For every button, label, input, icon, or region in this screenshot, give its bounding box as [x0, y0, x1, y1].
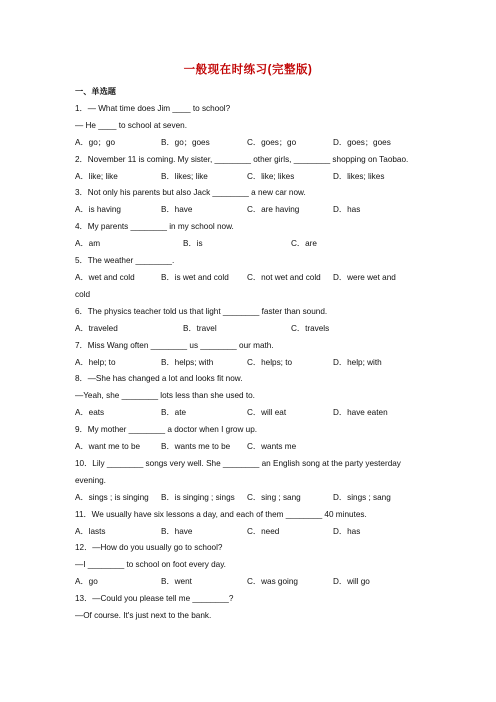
option-c: C．wants me — [247, 442, 297, 452]
question-7-stem: 7．Miss Wang often ________ us ________ our math. — [75, 340, 274, 350]
option-a: A．sings ; is singing — [75, 492, 149, 502]
question-5-option-continuation: cold — [75, 289, 91, 299]
question-6-options — [75, 321, 420, 338]
option-a: A．want me to be — [75, 442, 141, 452]
option-b: B．go；goes — [161, 137, 210, 147]
question-12-stem: 12．—How do you usually go to school? — [75, 543, 223, 553]
option-b: B．ate — [161, 408, 187, 418]
option-c: C．are — [291, 239, 317, 249]
option-b: B．is — [183, 239, 203, 249]
question-9-options — [75, 439, 420, 456]
option-b: B．went — [161, 577, 192, 587]
question-2-stem: 2．November 11 is coming. My sister, ________ other girls, ________ shopping on Taobao. — [75, 154, 409, 164]
question-13-stem: 13．—Could you please tell me ________? — [75, 594, 234, 604]
option-c: C．not wet and cold — [247, 272, 321, 282]
question-6-stem: 6．The physics teacher told us that light ________ faster than sound. — [75, 306, 328, 316]
option-d: D．were wet and — [333, 272, 396, 282]
option-c: C．helps; to — [247, 357, 293, 367]
exercise-content — [75, 84, 420, 625]
question-10-options — [75, 490, 420, 507]
question-4-stem: 4．My parents ________ in my school now. — [75, 222, 234, 232]
option-a: A．wet and cold — [75, 272, 135, 282]
page-title: 一般现在时练习(完整版) — [183, 64, 313, 76]
question-13-stem-2: —Of course. It's just next to the bank. — [75, 611, 212, 621]
option-d: D．will go — [333, 577, 370, 587]
question-4-options — [75, 236, 420, 253]
option-d: D．has — [333, 526, 361, 536]
option-b: B．have — [161, 205, 193, 215]
question-5-options — [75, 270, 420, 287]
question-9-stem: 9．My mother ________ a doctor when I grow up. — [75, 425, 258, 435]
question-1-options — [75, 135, 420, 152]
option-a: A．is having — [75, 205, 121, 215]
option-b: B．travel — [183, 323, 217, 333]
question-3-stem: 3．Not only his parents but also Jack ________ a new car now. — [75, 188, 306, 198]
option-c: C．travels — [291, 323, 330, 333]
option-b: B．have — [161, 526, 193, 536]
option-a: A．traveled — [75, 323, 118, 333]
option-c: C．will eat — [247, 408, 287, 418]
option-a: A．go；go — [75, 137, 116, 147]
option-c: C．like; likes — [247, 171, 295, 181]
option-c: C．goes；go — [247, 137, 297, 147]
option-a: A．like; like — [75, 171, 118, 181]
question-5-stem: 5．The weather ________. — [75, 256, 175, 266]
option-c: C．was going — [247, 577, 298, 587]
option-b: B．is singing ; sings — [161, 492, 235, 502]
option-a: A．lasts — [75, 526, 106, 536]
question-12-stem-2: —I ________ to school on foot every day. — [75, 560, 226, 570]
option-c: C．are having — [247, 205, 300, 215]
option-c: C．sing ; sang — [247, 492, 301, 502]
option-d: D．likes; likes — [333, 171, 385, 181]
option-a: A．go — [75, 577, 98, 587]
question-2-options — [75, 169, 420, 186]
option-b: B．wants me to be — [161, 442, 231, 452]
option-a: A．help; to — [75, 357, 116, 367]
option-a: A．am — [75, 239, 101, 249]
option-d: D．has — [333, 205, 361, 215]
section-heading: 一、单选题 — [75, 87, 116, 96]
question-12-options — [75, 574, 420, 591]
option-a: A．eats — [75, 408, 105, 418]
question-1-stem-2: — He ____ to school at seven. — [75, 120, 187, 130]
question-7-options — [75, 355, 420, 372]
question-8-stem: 8．—She has changed a lot and looks fit now. — [75, 374, 243, 384]
question-1-stem: 1．— What time does Jim ____ to school? — [75, 103, 231, 113]
question-8-stem-2: —Yeah, she ________ lots less than she used to. — [75, 391, 255, 401]
option-b: B．likes; like — [161, 171, 208, 181]
question-11-options — [75, 524, 420, 541]
option-c: C．need — [247, 526, 280, 536]
question-3-options — [75, 202, 420, 219]
option-b: B．is wet and cold — [161, 272, 229, 282]
question-10-stem: 10．Lily ________ songs very well. She ________ an English song at the party yesterday evening. — [75, 458, 401, 485]
question-11-stem: 11．We usually have six lessons a day, and each of them ________ 40 minutes. — [75, 509, 367, 519]
question-8-options — [75, 405, 420, 422]
option-d: D．goes；goes — [333, 137, 391, 147]
option-b: B．helps; with — [161, 357, 214, 367]
option-d: D．sings ; sang — [333, 492, 391, 502]
option-d: D．help; with — [333, 357, 382, 367]
option-d: D．have eaten — [333, 408, 388, 418]
